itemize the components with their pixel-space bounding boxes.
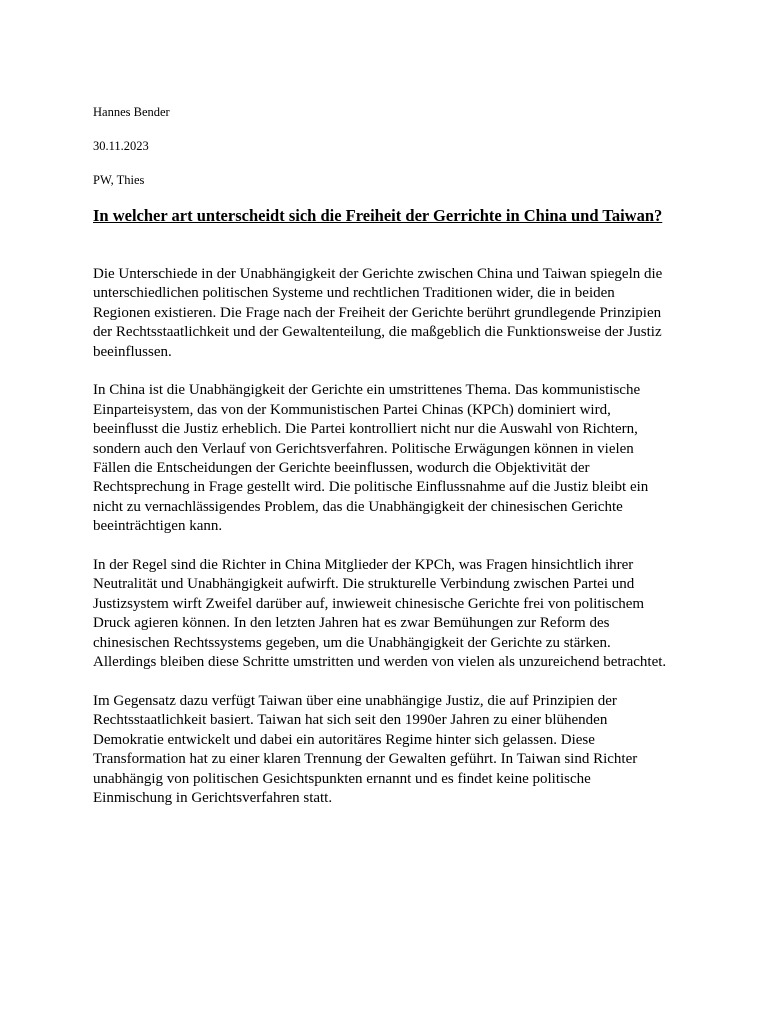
document-page [93, 104, 673, 808]
document-title: In welcher art unterscheidt sich die Freiheit der Gerrichte in China und Taiwan? [93, 206, 663, 225]
paragraph-judges: In der Regel sind die Richter in China Mitglieder der KPCh, was Fragen hinsichtlich ihrer Neutralität und Unabhängigkeit aufwirft. Die strukturelle Verbindung zwischen Partei und Justizsystem wirft Zweifel darüber auf, inwieweit chinesische Gerichte frei von politischem Druck agieren können. In den letzten Jahren hat es zwar Bemühungen zur Reform des chinesischen Rechtssystems gegeben, um die Unabhängigkeit der Gerichte zu stärken. Allerdings bleiben diese Schritte umstritten und werden von vielen als unzureichend betrachtet. [93, 557, 667, 671]
document-date: 30.11.2023 [93, 139, 149, 153]
paragraph-taiwan: Im Gegensatz dazu verfügt Taiwan über eine unabhängige Justiz, die auf Prinzipien der Rechtsstaatlichkeit basiert. Taiwan hat sich seit den 1990er Jahren zu einer blühenden Demokratie entwickelt und dabei ein autoritäres Regime hinter sich gelassen. Diese Transformation hat zu einer klaren Trennung der Gewalten geführt. In Taiwan sind Richter unabhängig von politischen Gesichtspunkten ernannt und es findet keine politische Einmischung in Gerichtsverfahren statt. [93, 692, 638, 806]
author-name: Hannes Bender [93, 105, 170, 119]
paragraph-intro: Die Unterschiede in der Unabhängigkeit der Gerichte zwischen China und Taiwan spiegeln die unterschiedlichen politischen Systeme und rechtlichen Traditionen wider, die in beiden Regionen existieren. Die Frage nach der Freiheit der Gerichte berührt grundlegende Prinzipien der Rechtsstaatlichkeit und der Gewaltenteilung, die maßgeblich die Funktionsweise der Justiz beeinflussen. [93, 266, 663, 360]
paragraph-china: In China ist die Unabhängigkeit der Gerichte ein umstrittenes Thema. Das kommunistische Einparteisystem, das von der Kommunistischen Partei Chinas (KPCh) dominiert wird, beeinflusst die Justiz erheblich. Die Partei kontrolliert nicht nur die Auswahl von Richtern, sondern auch den Verlauf von Gerichtsverfahren. Politische Erwägungen können in vielen Fällen die Entscheidungen der Gerichte beeinflussen, wodurch die Objektivität der Rechtsprechung in Frage gestellt wird. Die politische Einflussnahme auf die Justiz bleibt ein nicht zu vernachlässigendes Problem, das die Unabhängigkeit der chinesischen Gerichte beeinträchtigen kann. [93, 382, 649, 535]
course-info: PW, Thies [93, 173, 145, 187]
document-body [93, 265, 673, 808]
